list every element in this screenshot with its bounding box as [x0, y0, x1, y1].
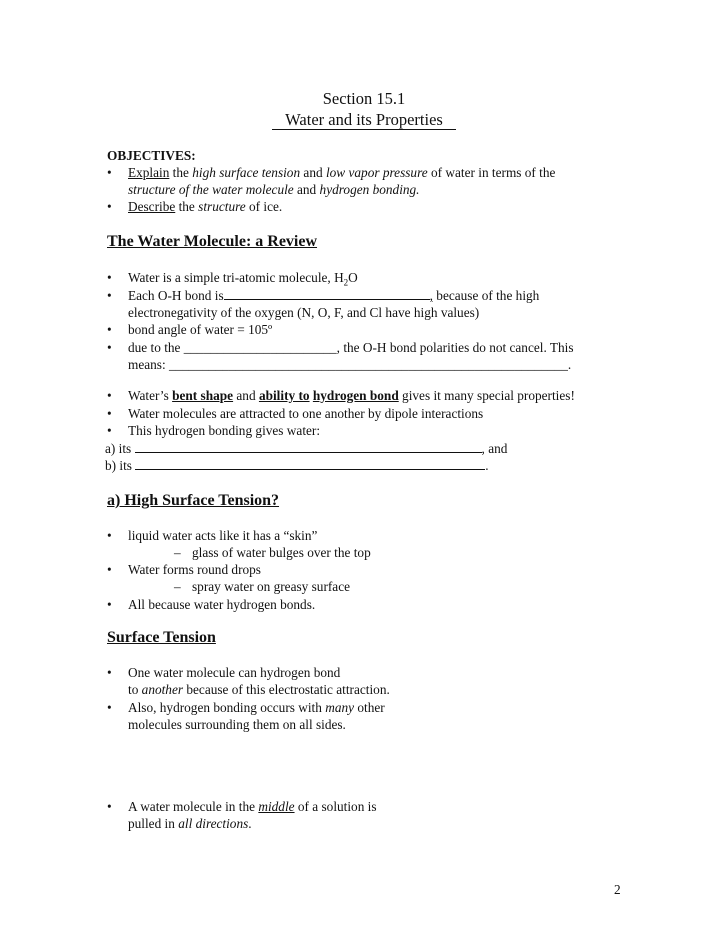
- fill-in-blank-bond-type[interactable]: [224, 287, 430, 300]
- st-bullet-2-line2: molecules surrounding them on all sides.: [128, 717, 346, 732]
- review-bullet-2-dot: •: [107, 288, 112, 303]
- review-bullet-7: This hydrogen bonding gives water:: [128, 423, 321, 438]
- review-bullet-1-dot: •: [107, 270, 112, 285]
- hst-sub-1-dash: –: [174, 545, 181, 560]
- st-bullet-1: One water molecule can hydrogen bond: [128, 665, 341, 680]
- hst-sub-2-dash: –: [174, 579, 181, 594]
- st-bullet-2-dot: •: [107, 700, 112, 715]
- objective-2: Describe the structure of ice.: [128, 199, 283, 214]
- fill-in-blank-property-b[interactable]: [135, 457, 485, 470]
- review-bullet-4-dot: •: [107, 340, 112, 355]
- hst-sub-1: glass of water bulges over the top: [192, 545, 371, 560]
- st-bullet-1-line2: to another because of this electrostatic attraction.: [128, 682, 390, 697]
- hst-bullet-3-dot: •: [107, 597, 112, 612]
- st-bullet-3-line2: pulled in all directions.: [128, 816, 252, 831]
- objective-1-line2: structure of the water molecule and hydrogen bonding.: [128, 182, 420, 197]
- hst-bullet-2: Water forms round drops: [128, 562, 261, 577]
- review-bullet-7-dot: •: [107, 423, 112, 438]
- st-bullet-3: A water molecule in the middle of a solution is: [128, 799, 377, 814]
- review-bullet-2-line2: electronegativity of the oxygen (N, O, F, and Cl have high values): [128, 305, 480, 320]
- st-bullet-3-dot: •: [107, 799, 112, 814]
- section-number: Section 15.1: [322, 89, 406, 108]
- page-title: Water and its Properties: [285, 110, 443, 129]
- hst-bullet-3: All because water hydrogen bonds.: [128, 597, 316, 612]
- property-a-line: a) its , and: [105, 441, 508, 456]
- review-bullet-5: Water’s bent shape and ability to hydrogen bond gives it many special properties!: [128, 388, 575, 403]
- fill-in-blank-property-a[interactable]: [135, 440, 482, 453]
- page-number: 2: [614, 882, 621, 897]
- surface-tension-question-heading: a) High Surface Tension?: [107, 492, 280, 509]
- review-bullet-4: due to the _______________________, the O-H bond polarities do not cancel. This: [128, 340, 574, 355]
- hst-bullet-1: liquid water acts like it has a “skin”: [128, 528, 318, 543]
- review-bullet-6: Water molecules are attracted to one another by dipole interactions: [128, 406, 484, 421]
- hst-sub-2: spray water on greasy surface: [192, 579, 351, 594]
- title-underline: [272, 129, 456, 130]
- review-heading: The Water Molecule: a Review: [107, 233, 318, 250]
- review-bullet-1: Water is a simple tri-atomic molecule, $H_2O$: [128, 270, 358, 288]
- st-bullet-1-dot: •: [107, 665, 112, 680]
- review-bullet-6-dot: •: [107, 406, 112, 421]
- objectives-label: OBJECTIVES:: [107, 148, 196, 163]
- st-bullet-2: Also, hydrogen bonding occurs with many other: [128, 700, 385, 715]
- objective-2-bullet: •: [107, 199, 112, 214]
- hst-bullet-1-dot: •: [107, 528, 112, 543]
- objective-1-line1: Explain the high surface tension and low vapor pressure of water in terms of the: [128, 165, 556, 180]
- hst-bullet-2-dot: •: [107, 562, 112, 577]
- review-bullet-2: Each O-H bond is , because of the high: [128, 288, 540, 303]
- review-bullet-5-dot: •: [107, 388, 112, 403]
- review-bullet-3: bond angle of water = 105º: [128, 322, 273, 337]
- review-bullet-3-dot: •: [107, 322, 112, 337]
- objective-1-bullet: •: [107, 165, 112, 180]
- review-bullet-4-line2: means: ____________________________________________________________.: [128, 357, 572, 372]
- surface-tension-heading: Surface Tension: [107, 629, 216, 646]
- property-b-line: b) its .: [105, 458, 489, 473]
